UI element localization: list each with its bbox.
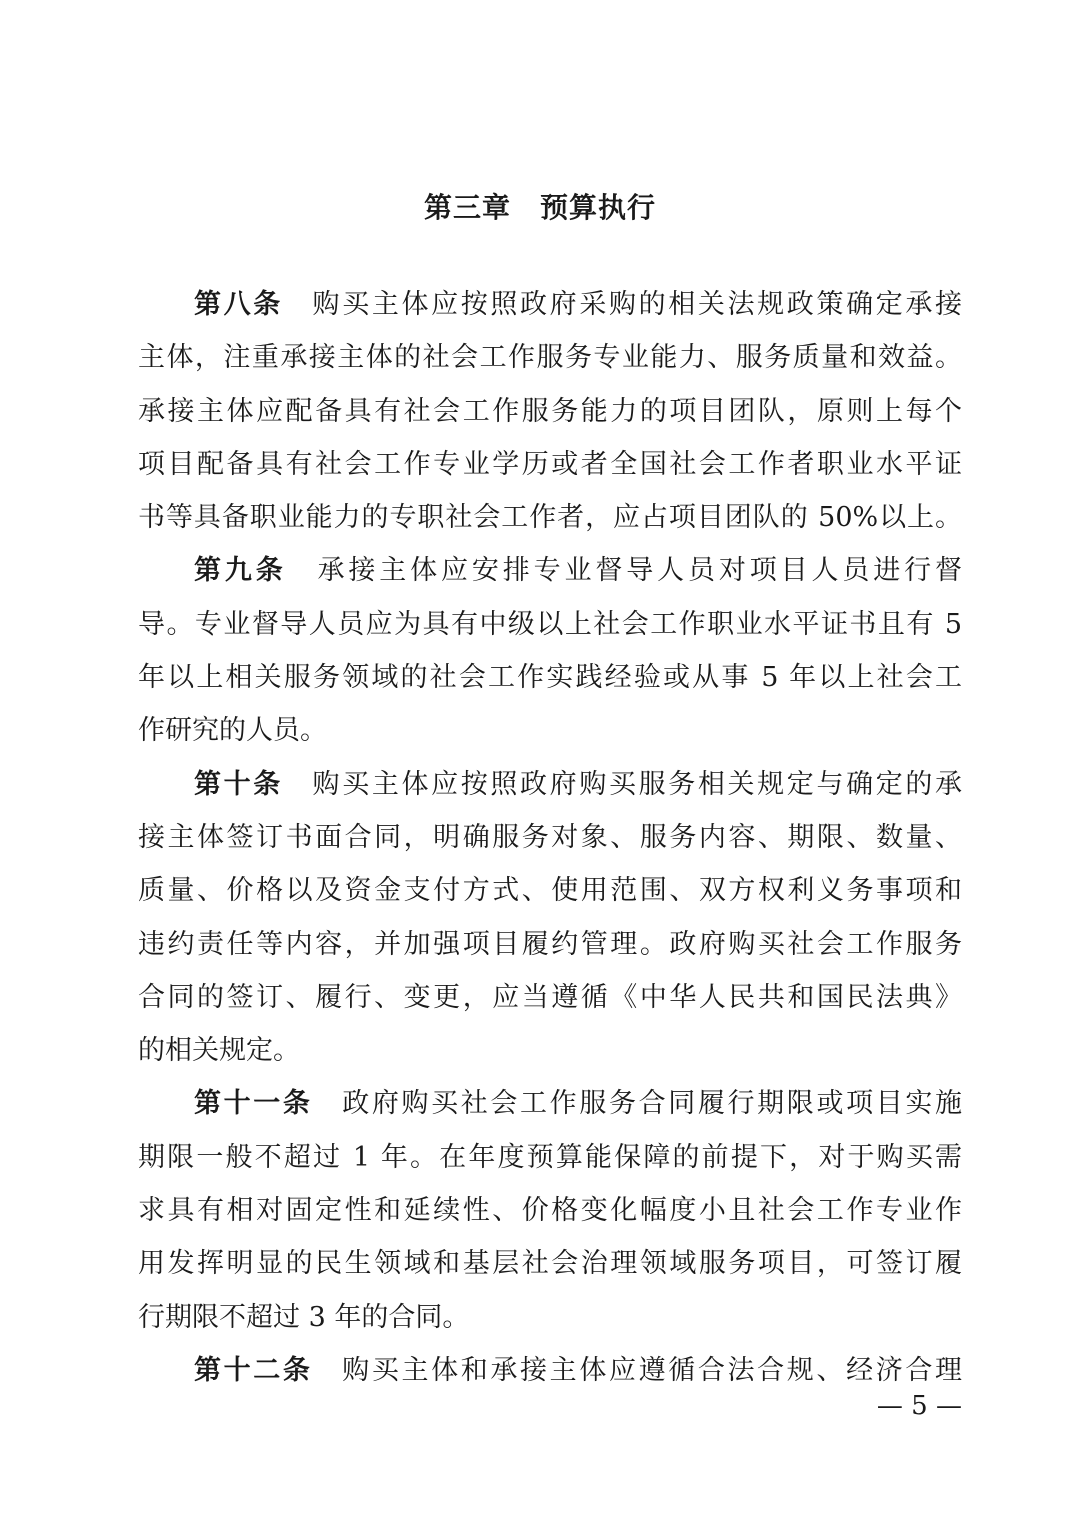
line-text: 购买主体应按照政府购买服务相关规定与确定的承 (309, 768, 962, 800)
paragraph-line: 合同的签订、履行、变更，应当遵循《中华人民共和国民法典》 (138, 981, 962, 1013)
article-label: 第九条 (194, 555, 287, 587)
paragraph-line: 求具有相对固定性和延续性、价格变化幅度小且社会工作专业作 (138, 1195, 962, 1227)
paragraph-line: 质量、价格以及资金支付方式、使用范围、双方权利义务事项和 (138, 875, 962, 907)
paragraph-line (138, 278, 962, 331)
article-label: 第十二条 (194, 1354, 313, 1386)
line-text: 政府购买社会工作服务合同履行期限或项目实施 (339, 1088, 962, 1120)
paragraph-line: 承接主体应配备具有社会工作服务能力的项目团队，原则上每个 (138, 395, 962, 427)
chapter-title: 第三章 预算执行 (423, 191, 656, 224)
article-label: 第十一条 (194, 1088, 313, 1120)
paragraph-line: 违约责任等内容，并加强项目履约管理。政府购买社会工作服务 (138, 928, 962, 960)
paragraph-line: 行期限不超过 3 年的合同。 (138, 1301, 470, 1333)
paragraph-line: 年以上相关服务领域的社会工作实践经验或从事 5 年以上社会工 (138, 662, 962, 694)
paragraph-line: 接主体签订书面合同，明确服务对象、服务内容、期限、数量、 (138, 821, 962, 853)
paragraph-line: 书等具备职业能力的专职社会工作者，应占项目团队的 50%以上。 (138, 502, 962, 534)
article-label: 第十条 (194, 768, 283, 800)
paragraph-line: 项目配备具有社会工作专业学历或者全国社会工作者职业水平证 (138, 448, 962, 480)
line-text: 购买主体应按照政府采购的相关法规政策确定承接 (309, 289, 962, 320)
document-body (138, 278, 962, 1397)
line-text: 购买主体和承接主体应遵循合法合规、经济合理 (339, 1354, 962, 1386)
paragraph-line (138, 1344, 962, 1397)
paragraph-line: 导。专业督导人员应为具有中级以上社会工作职业水平证书且有 5 (138, 608, 962, 640)
paragraph-line: 用发挥明显的民生领域和基层社会治理领域服务项目，可签订履 (138, 1248, 962, 1280)
page-number: — 5 — (876, 1391, 962, 1421)
paragraph-line (138, 758, 962, 811)
paragraph-line: 作研究的人员。 (138, 715, 327, 747)
paragraph-line (138, 1077, 962, 1130)
paragraph-line (138, 544, 962, 597)
article-label: 第八条 (194, 289, 283, 320)
line-text: 承接主体应安排专业督导人员对项目人员进行督 (313, 555, 962, 587)
paragraph-line: 的相关规定。 (138, 1035, 300, 1067)
paragraph-line: 期限一般不超过 1 年。在年度预算能保障的前提下，对于购买需 (138, 1141, 962, 1173)
paragraph-line: 主体，注重承接主体的社会工作服务专业能力、服务质量和效益。 (138, 342, 962, 374)
